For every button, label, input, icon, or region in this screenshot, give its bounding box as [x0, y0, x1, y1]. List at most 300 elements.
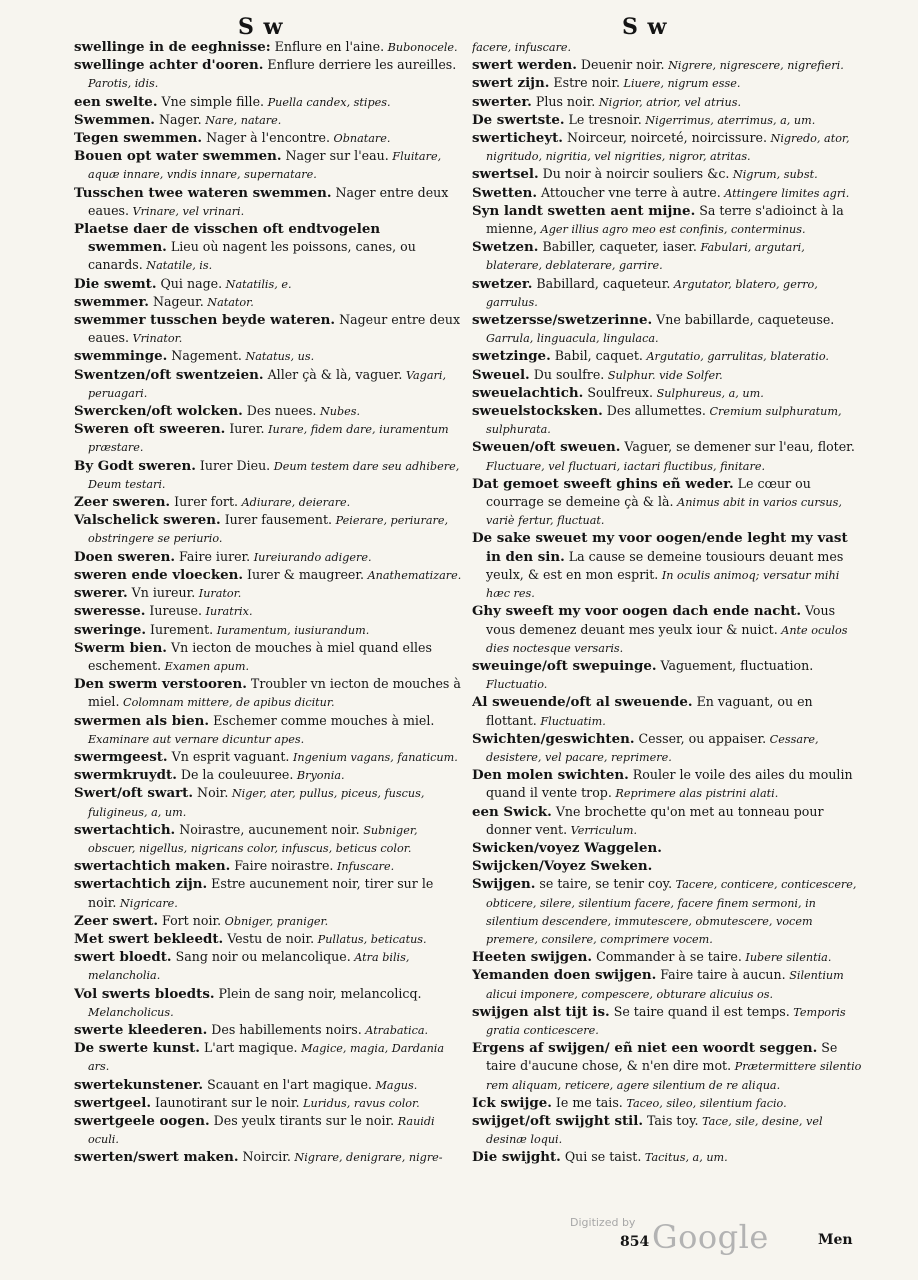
headword: Sweren oft sweeren.: [74, 421, 226, 438]
headword: een swelte.: [74, 93, 158, 110]
dictionary-entry: [472, 165, 862, 183]
latin-gloss: Animus abit in varios cursus, variè fertur, fluctuat.: [486, 496, 842, 528]
french-gloss: Se taire quand il est temps.: [609, 1003, 790, 1019]
headword: Doen sweren.: [74, 548, 176, 565]
latin-gloss: Nigrum, subst.: [729, 168, 818, 182]
dictionary-entry: [74, 1094, 462, 1112]
headword: swemmer.: [74, 293, 149, 310]
french-gloss: Vaguement, fluctuation.: [656, 657, 814, 673]
dictionary-entry: [74, 1076, 462, 1094]
latin-gloss: Parotis, idis.: [88, 77, 159, 91]
french-gloss: Tais toy.: [643, 1112, 699, 1128]
dictionary-entry: [472, 129, 862, 165]
french-gloss: Sa terre s'adioinct à la mienne,: [486, 202, 844, 237]
latin-gloss: Iurator.: [195, 587, 242, 601]
french-gloss: En vaguant, ou en flottant.: [486, 694, 813, 728]
dictionary-entry: [74, 275, 462, 293]
latin-gloss: Fluitare, aquæ innare, vndis innare, supernatare.: [88, 150, 442, 182]
french-gloss: Iurer fausement.: [220, 512, 333, 528]
dictionary-entry: [472, 384, 862, 402]
french-gloss: se taire, se tenir coy.: [535, 876, 673, 892]
headword: Heeten swijgen.: [472, 949, 593, 966]
headword: Swemmen.: [74, 111, 155, 128]
latin-gloss: Nubes.: [316, 405, 361, 419]
latin-gloss: Melancholicus.: [88, 1005, 174, 1019]
french-gloss: De la couleuuree.: [176, 767, 294, 783]
dictionary-entry: [472, 875, 862, 948]
french-gloss: Enflure en l'aine.: [270, 39, 385, 54]
headword: sweuelachtich.: [472, 384, 584, 401]
dictionary-entry: [472, 347, 862, 365]
latin-gloss: Nare, natare.: [201, 113, 282, 127]
french-gloss: Iureuse.: [145, 603, 203, 619]
latin-gloss: In oculis animoq; versatur mihi hæc res.: [486, 568, 840, 601]
french-gloss: Faire noirastre.: [230, 858, 334, 874]
latin-gloss: Examinare aut vernare dicuntur apes.: [88, 732, 305, 746]
dictionary-entry: [74, 748, 462, 766]
french-gloss: Estre aucunement noir, tirer sur le noir.: [88, 876, 434, 910]
headword: sweringe.: [74, 621, 147, 638]
dictionary-entry: [74, 875, 462, 911]
latin-gloss: Prætermittere silentio rem aliquam, reticere, agere silentium de re aliqua.: [486, 1060, 862, 1092]
dictionary-entry: [472, 766, 862, 802]
running-head-right: S w: [622, 14, 668, 40]
dictionary-entry: [74, 712, 462, 748]
latin-gloss: Garrula, linguacula, lingulaca.: [486, 332, 659, 346]
dictionary-entry: [74, 457, 462, 493]
dictionary-entry: [74, 784, 462, 820]
headword: Bouen opt water swemmen.: [74, 148, 282, 165]
latin-gloss: Iuratrix.: [202, 605, 253, 619]
headword: swertachtich.: [74, 821, 176, 838]
latin-gloss: Nigredo, ator, nigritudo, nigritia, vel nigrities, nigror, atritas.: [486, 132, 850, 164]
headword: Al sweuende/oft al sweuende.: [472, 694, 693, 711]
french-gloss: Vaguer, se demener sur l'eau, floter.: [620, 439, 855, 455]
headword: swertachtich zijn.: [74, 876, 208, 893]
headword: swermgeest.: [74, 748, 168, 765]
french-gloss: Noircir.: [238, 1149, 291, 1165]
latin-gloss: Niger, ater, pullus, piceus, fuscus, fuligineus, a, um.: [88, 787, 425, 819]
dictionary-entry: [472, 1094, 862, 1112]
french-gloss: Du soulfre.: [529, 366, 605, 382]
headword: swerter.: [472, 93, 532, 110]
french-gloss: Iurer.: [225, 421, 265, 437]
latin-gloss: Bryonia.: [293, 769, 345, 783]
french-gloss: Nageur.: [148, 293, 204, 309]
dictionary-entry: [472, 93, 862, 111]
latin-gloss: Pullatus, beticatus.: [314, 932, 427, 946]
dictionary-entry: [472, 1039, 862, 1094]
french-gloss: Noirceur, noirceté, noircissure.: [562, 130, 767, 146]
dictionary-entry: [472, 657, 862, 693]
left-column: [74, 38, 462, 1236]
latin-gloss: Examen apum.: [161, 659, 250, 673]
french-gloss: Iurer Dieu.: [195, 457, 271, 473]
latin-gloss: Obnatare.: [330, 132, 391, 146]
headword: Sweuen/oft sweuen.: [472, 439, 621, 456]
latin-gloss: Argutator, blatero, gerro, garrulus.: [486, 277, 818, 309]
headword: Swetten.: [472, 184, 538, 201]
headword: swijgen alst tijt is.: [472, 1003, 610, 1020]
french-gloss: Du noir à noircir souliers &c.: [538, 166, 730, 182]
french-gloss: Nageur entre deux eaues.: [88, 312, 461, 346]
latin-gloss: Fluctuatim.: [536, 714, 606, 728]
headword: swert bloedt.: [74, 949, 172, 966]
dictionary-entry: [74, 184, 462, 220]
dictionary-entry: [472, 202, 862, 238]
dictionary-entry: [472, 475, 862, 530]
catchword: Men: [818, 1232, 853, 1248]
headword: swert werden.: [472, 57, 577, 74]
dictionary-entry: [472, 438, 862, 474]
headword: swertachtich maken.: [74, 858, 231, 875]
dictionary-entry: [74, 1039, 462, 1075]
headword: swerer.: [74, 585, 128, 602]
latin-gloss: Ingenium vagans, fanaticum.: [289, 750, 458, 764]
latin-gloss: Iuramentum, iusiurandum.: [213, 623, 370, 637]
french-gloss: Le cœur ou courrage se demeine çà & là.: [486, 475, 811, 510]
dictionary-entry: [472, 1003, 862, 1039]
latin-gloss: Bubonocele.: [384, 41, 458, 54]
dictionary-entry: [472, 857, 862, 875]
dictionary-entry: [74, 548, 462, 566]
headword: Yemanden doen swijgen.: [472, 967, 657, 984]
french-gloss: Des yeulx tirants sur le noir.: [209, 1112, 395, 1128]
dictionary-entry: [74, 912, 462, 930]
latin-gloss: Obniger, praniger.: [221, 914, 329, 928]
french-gloss: Cesser, ou appaiser.: [634, 730, 767, 746]
latin-gloss: Natatile, is.: [142, 259, 213, 273]
dictionary-entry: [472, 111, 862, 129]
dictionary-entry: [74, 420, 462, 456]
dictionary-entry: [74, 493, 462, 511]
dictionary-entry: [74, 347, 462, 365]
french-gloss: Nager.: [154, 111, 202, 127]
headword: sweuinge/oft swepuinge.: [472, 657, 657, 674]
french-gloss: Enflure derriere les aureilles.: [263, 57, 457, 73]
latin-gloss: Cessare, desistere, vel pacare, reprimere.: [486, 732, 819, 764]
headword: Swijcken/Voyez Sweken.: [472, 858, 653, 875]
latin-gloss: Vrinare, vel vrinari.: [129, 204, 245, 218]
dictionary-entry: [472, 275, 862, 311]
headword: Ergens af swijgen/ eñ niet een woordt seggen.: [472, 1040, 818, 1057]
headword: Ghy sweeft my voor oogen dach ende nacht.: [472, 603, 801, 620]
latin-gloss: Natator.: [203, 295, 254, 309]
headword: Syn landt swetten aent mijne.: [472, 202, 696, 219]
latin-gloss: Rauidi oculi.: [88, 1114, 435, 1147]
french-gloss: Soulfreux.: [583, 384, 654, 400]
french-gloss: Babil, caquet.: [550, 348, 643, 364]
headword: swellinge achter d'ooren.: [74, 57, 264, 74]
headword: Swercken/oft wolcken.: [74, 403, 243, 420]
headword: swerticheyt.: [472, 130, 563, 147]
latin-gloss: Taceo, sileo, silentium facio.: [622, 1096, 787, 1110]
latin-gloss: Atra bilis, melancholia.: [88, 951, 410, 983]
google-watermark-logo: Google: [652, 1218, 769, 1256]
french-gloss: Deuenir noir.: [576, 57, 665, 73]
latin-gloss: Cremium sulphuratum, sulphurata.: [486, 405, 842, 437]
french-gloss: Des nuees.: [242, 403, 317, 419]
headword: swertsel.: [472, 166, 539, 183]
latin-gloss: Deum testem dare seu adhibere, Deum testari.: [88, 459, 460, 491]
headword: sweuelstocksken.: [472, 403, 603, 420]
headword: swetzinge.: [472, 348, 551, 365]
latin-gloss: Colomnam mittere, de apibus dicitur.: [119, 696, 335, 710]
french-gloss: Le tresnoir.: [564, 111, 642, 127]
headword: Swerm bien.: [74, 639, 167, 656]
latin-gloss: Nigrior, atrior, vel atrius.: [595, 95, 741, 109]
headword: swemmer tusschen beyde wateren.: [74, 312, 336, 329]
french-gloss: Fort noir.: [158, 912, 222, 928]
dictionary-entry: [74, 639, 462, 675]
latin-gloss: Iurare, fidem dare, iuramentum præstare.: [88, 423, 449, 455]
french-gloss: Vn esprit vaguant.: [167, 748, 290, 764]
french-gloss: Ie me tais.: [551, 1094, 623, 1110]
latin-gloss: Magus.: [371, 1078, 418, 1092]
headword: swellinge in de eeghnisse:: [74, 39, 271, 55]
dictionary-entry: [472, 74, 862, 92]
dictionary-entry: [472, 238, 862, 274]
dictionary-entry: [74, 621, 462, 639]
latin-gloss: Atrabatica.: [361, 1023, 429, 1037]
dictionary-entry: [74, 948, 462, 984]
dictionary-entry: [74, 675, 462, 711]
headword: Plaetse daer de visschen oft endtvogelen swemmen.: [74, 221, 381, 256]
headword: Ick swijge.: [472, 1094, 552, 1111]
headword: Den swerm verstooren.: [74, 676, 247, 693]
latin-gloss: Liuere, nigrum esse.: [619, 77, 741, 91]
latin-gloss: Vagari, peruagari.: [88, 368, 446, 400]
headword: swertgeel.: [74, 1094, 151, 1111]
french-gloss: La cause se demeine tousiours deuant mes yeulx, & est en mon esprit.: [486, 548, 844, 582]
dictionary-entry: [74, 985, 462, 1021]
french-gloss: Des habillements noirs.: [207, 1021, 362, 1037]
dictionary-entry: [472, 839, 862, 857]
headword: De swertste.: [472, 111, 565, 128]
french-gloss: Qui nage.: [156, 275, 223, 291]
dictionary-entry: [74, 147, 462, 183]
latin-gloss: Peierare, periurare, obstringere se periurio.: [88, 514, 449, 546]
french-gloss: Faire iurer.: [175, 548, 251, 564]
dictionary-entry: [472, 184, 862, 202]
latin-gloss: Ante oculos dies noctesque versaris.: [486, 623, 848, 655]
headword: swetzer.: [472, 275, 533, 292]
french-gloss: Faire taire à aucun.: [656, 967, 786, 983]
french-gloss: Nager sur l'eau.: [281, 148, 389, 164]
latin-gloss: Fluctuatio.: [486, 678, 548, 692]
french-gloss: Noir.: [193, 785, 229, 801]
dictionary-entry: [74, 821, 462, 857]
dictionary-entry: [74, 220, 462, 275]
french-gloss: Nager entre deux eaues.: [88, 184, 449, 218]
page-number: 854: [620, 1234, 650, 1250]
headword: Met swert bekleedt.: [74, 930, 224, 947]
dictionary-entry: [74, 1112, 462, 1148]
dictionary-entry: [472, 693, 862, 729]
french-gloss: Noirastre, aucunement noir.: [175, 821, 360, 837]
latin-gloss: Infuscare.: [333, 860, 395, 874]
headword: Swicken/voyez Waggelen.: [472, 839, 662, 856]
french-gloss: Vne brochette qu'on met au tonneau pour donner vent.: [486, 803, 824, 837]
dictionary-entry: [74, 857, 462, 875]
french-gloss: L'art magique.: [199, 1040, 298, 1056]
french-gloss: Des allumettes.: [602, 403, 706, 419]
latin-gloss: Tacitus, a, um.: [641, 1151, 728, 1165]
headword: De sake sweuet my voor oogen/ende leght my vast in den sin.: [472, 530, 848, 565]
latin-gloss: Subniger, obscuer, nigellus, nigricans color, infuscus, beticus color.: [88, 823, 418, 855]
headword: swerte kleederen.: [74, 1021, 208, 1038]
right-column: [472, 38, 862, 1236]
headword: Den molen swichten.: [472, 767, 629, 784]
french-gloss: Eschemer comme mouches à miel.: [209, 712, 435, 728]
latin-gloss: Puella candex, stipes.: [264, 95, 391, 109]
french-gloss: Se taire d'aucune chose, & n'en dire mot.: [486, 1040, 838, 1074]
headword: Swijgen.: [472, 876, 536, 893]
headword: swerten/swert maken.: [74, 1149, 239, 1166]
french-gloss: Rouler le voile des ailes du moulin quand il vente trop.: [486, 767, 853, 801]
latin-gloss: Reprimere alas pistrini alati.: [611, 787, 779, 801]
headword: Tusschen twee wateren swemmen.: [74, 184, 332, 201]
latin-gloss: Natatilis, e.: [222, 277, 292, 291]
french-gloss: Plein de sang noir, melancolicq.: [214, 985, 422, 1001]
latin-gloss: Nigerrimus, aterrimus, a, um.: [641, 113, 816, 127]
latin-gloss: Fluctuare, vel fluctuari, iactari fluctibus, finitare.: [486, 459, 766, 473]
dictionary-entry: [74, 366, 462, 402]
dictionary-entry: [472, 803, 862, 839]
digitized-by-label: Digitized by: [570, 1216, 636, 1229]
headword: Valschelick sweren.: [74, 512, 221, 529]
dictionary-entry: [472, 311, 862, 347]
latin-gloss: Natatus, us.: [241, 350, 315, 364]
dictionary-entry: [74, 584, 462, 602]
dictionary-entry: [74, 402, 462, 420]
headword: Vol swerts bloedts.: [74, 985, 215, 1002]
dictionary-entry: [74, 602, 462, 620]
dictionary-entry: [74, 93, 462, 111]
headword: swetzersse/swetzerinne.: [472, 312, 653, 329]
dictionary-entry: [472, 366, 862, 384]
latin-gloss: Tace, sile, desine, vel desinæ loqui.: [486, 1114, 823, 1147]
dictionary-entry: [472, 529, 862, 602]
dictionary-entry: [472, 948, 862, 966]
headword: Tegen swemmen.: [74, 130, 203, 147]
latin-gloss: Nigrare, denigrare, nigre-: [290, 1151, 443, 1165]
french-gloss: Babillard, caqueteur.: [532, 275, 671, 291]
latin-gloss: Iubere silentia.: [741, 951, 832, 965]
headword: Swert/oft swart.: [74, 785, 194, 802]
french-gloss: Iurer fort.: [170, 494, 239, 510]
french-gloss: Sang noir ou melancolique.: [171, 949, 351, 965]
dictionary-entry: [74, 38, 462, 56]
dictionary-entry: [74, 293, 462, 311]
french-gloss: Vn iureur.: [127, 585, 196, 601]
dictionary-entry: [74, 311, 462, 347]
headword: Sweuel.: [472, 366, 530, 383]
headword: swertgeele oogen.: [74, 1112, 210, 1129]
french-gloss: Iurement.: [146, 621, 214, 637]
running-head-left: S w: [238, 14, 284, 40]
headword: swertekunstener.: [74, 1076, 204, 1093]
latin-gloss: Sulphur. vide Solfer.: [604, 368, 723, 382]
dictionary-entry: [74, 1148, 462, 1166]
dictionary-entry: [74, 930, 462, 948]
latin-gloss: Luridus, ravus color.: [299, 1096, 420, 1110]
headword: sweren ende vloecken.: [74, 566, 244, 583]
latin-gloss: Verriculum.: [567, 823, 638, 837]
dictionary-entry: [472, 602, 862, 657]
french-gloss: Vestu de noir.: [223, 930, 315, 946]
french-gloss: Troubler vn iecton de mouches à miel.: [88, 676, 461, 710]
headword: een Swick.: [472, 803, 552, 820]
latin-gloss: Silentium alicui imponere, compescere, obturare alicuius os.: [486, 969, 844, 1001]
latin-gloss: Ager illius agro meo est confinis, conterminus.: [537, 223, 806, 237]
dictionary-entry: [472, 1112, 862, 1148]
french-gloss: Iaunotirant sur le noir.: [150, 1094, 300, 1110]
latin-gloss: Sulphureus, a, um.: [653, 386, 764, 400]
french-gloss: Iurer & maugreer.: [243, 566, 365, 582]
headword: Die swemt.: [74, 275, 157, 292]
french-gloss: Vous vous demenez deuant mes yeulx iour & nuict.: [486, 603, 836, 637]
headword: swermkruydt.: [74, 767, 177, 784]
headword: swemminge.: [74, 348, 168, 365]
latin-gloss: Tacere, conticere, conticescere, obticere, silere, silentium facere, facere finem sermoni, in silentium descendere, immutescere, obmutescere, vocem premere, consilere, comprimere vocem.: [486, 878, 857, 946]
french-gloss: Vn iecton de mouches à miel quand elles eschement.: [88, 639, 432, 673]
headword: Zeer sweren.: [74, 494, 171, 511]
dictionary-entry: [472, 1148, 862, 1166]
latin-gloss: Vrinator.: [129, 332, 183, 346]
french-gloss: Aller çà & là, vaguer.: [263, 366, 403, 382]
latin-gloss: Temporis gratia conticescere.: [486, 1005, 846, 1037]
dictionary-entry: [74, 566, 462, 584]
french-gloss: Plus noir.: [531, 93, 596, 109]
french-gloss: Nager à l'encontre.: [202, 130, 330, 146]
latin-gloss: facere, infuscare.: [472, 41, 572, 54]
dictionary-entry: [472, 402, 862, 438]
headword: Swentzen/oft swentzeien.: [74, 366, 264, 383]
french-gloss: Lieu où nagent les poissons, canes, ou canards.: [88, 239, 416, 273]
french-gloss: Vne babillarde, caqueteuse.: [652, 312, 835, 328]
dictionary-entry: [74, 129, 462, 147]
headword: Swichten/geswichten.: [472, 730, 635, 747]
latin-gloss: Fabulari, argutari, blaterare, deblaterare, garrire.: [486, 241, 805, 273]
french-gloss: Vne simple fille.: [157, 93, 265, 109]
dictionary-entry: [472, 38, 862, 56]
headword: swermen als bien.: [74, 712, 210, 729]
latin-gloss: Argutatio, garrulitas, blateratio.: [642, 350, 829, 364]
latin-gloss: Attingere limites agri.: [720, 186, 850, 200]
french-gloss: Babiller, caqueter, iaser.: [538, 239, 697, 255]
latin-gloss: Nigrere, nigrescere, nigrefieri.: [664, 59, 844, 73]
headword: De swerte kunst.: [74, 1040, 200, 1057]
latin-gloss: Iureiurando adigere.: [250, 550, 372, 564]
latin-gloss: Anathematizare.: [364, 568, 462, 582]
french-gloss: Estre noir.: [549, 75, 620, 91]
french-gloss: Qui se taist.: [560, 1149, 642, 1165]
headword: swijget/oft swijght stil.: [472, 1112, 643, 1129]
headword: Die swijght.: [472, 1149, 561, 1166]
dictionary-entry: [472, 730, 862, 766]
headword: sweresse.: [74, 603, 146, 620]
french-gloss: Attoucher vne terre à autre.: [537, 184, 721, 200]
headword: Zeer swert.: [74, 912, 159, 929]
dictionary-entry: [472, 56, 862, 74]
headword: Dat gemoet sweeft ghins eñ weder.: [472, 475, 734, 492]
latin-gloss: Magice, magia, Dardania ars.: [88, 1042, 445, 1074]
dictionary-entry: [74, 56, 462, 92]
latin-gloss: Nigricare.: [116, 896, 178, 910]
headword: swert zijn.: [472, 75, 550, 92]
headword: By Godt sweren.: [74, 457, 196, 474]
